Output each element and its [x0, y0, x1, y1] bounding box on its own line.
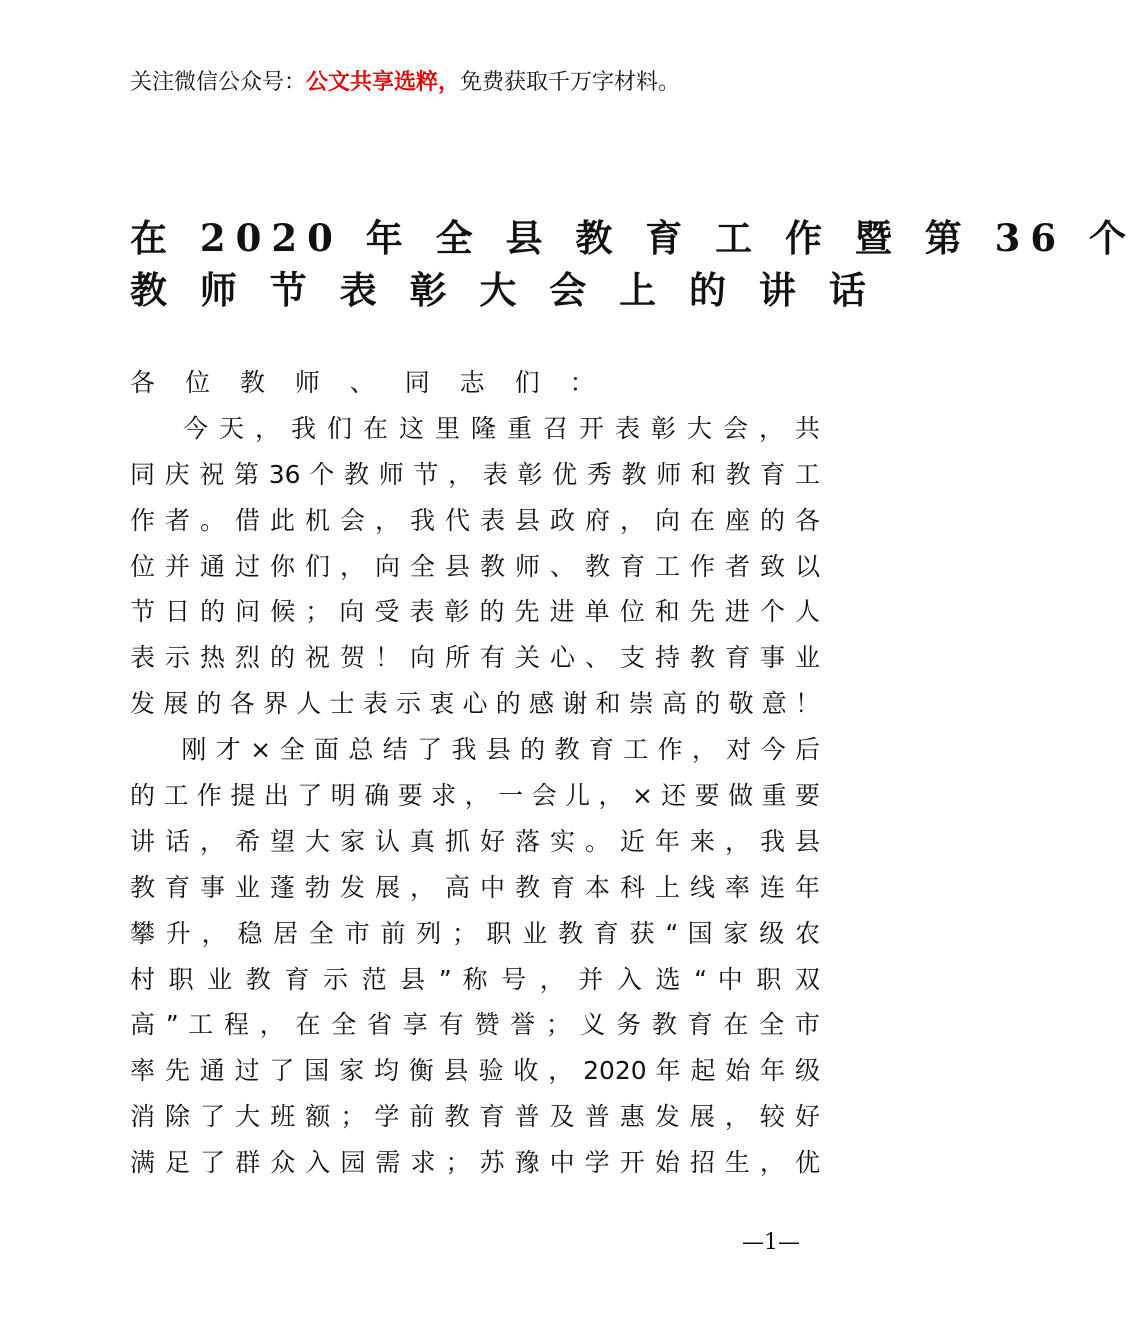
body-line: 讲 话 ， 希 望 大 家 认 真 抓 好 落 实 。 近 年 来 ， 我 县: [130, 826, 820, 856]
body-line: 村 职 业 教 育 示 范 县 ” 称 号 ， 并 入 选 “ 中 职 双: [130, 964, 820, 994]
title-line-1: 在 2020 年 全 县 教 育 工 作 暨 第 36 个: [130, 216, 1136, 260]
body-line: 发 展 的 各 界 人 士 表 示 衷 心 的 感 谢 和 崇 高 的 敬 意 ！: [130, 689, 820, 719]
body-line: 满 足 了 群 众 入 园 需 求 ； 苏 豫 中 学 开 始 招 生 ， 优: [130, 1148, 820, 1178]
speech-body: [130, 360, 820, 1186]
body-line: 作 者 。 借 此 机 会 ， 我 代 表 县 政 府 ， 向 在 座 的 各: [130, 505, 820, 535]
body-line: 刚 才 × 全 面 总 结 了 我 县 的 教 育 工 作 ， 对 今 后: [130, 735, 820, 765]
body-line: 率 先 通 过 了 国 家 均 衡 县 验 收 ， 2020 年 起 始 年 级: [130, 1056, 820, 1086]
promo-prefix: 关注微信公众号：: [130, 70, 307, 95]
promo-suffix: 免费获取千万字材料。: [460, 70, 681, 95]
body-line: 的 工 作 提 出 了 明 确 要 求 ， 一 会 儿 ， × 还 要 做 重 要: [130, 781, 820, 811]
body-line: 同 庆 祝 第 36 个 教 师 节 ， 表 彰 优 秀 教 师 和 教 育 工: [130, 459, 820, 489]
promo-header: [130, 66, 680, 99]
body-line: 表 示 热 烈 的 祝 贺 ！ 向 所 有 关 心 、 支 持 教 育 事 业: [130, 643, 820, 673]
page-number: —1—: [742, 1230, 800, 1255]
body-line: 消 除 了 大 班 额 ； 学 前 教 育 普 及 普 惠 发 展 ， 较 好: [130, 1102, 820, 1132]
body-line: 高 ” 工 程 ， 在 全 省 享 有 赞 誉 ； 义 务 教 育 在 全 市: [130, 1010, 820, 1040]
body-line: 位 并 通 过 你 们 ， 向 全 县 教 师 、 教 育 工 作 者 致 以: [130, 551, 820, 581]
body-line: 教 育 事 业 蓬 勃 发 展 ， 高 中 教 育 本 科 上 线 率 连 年: [130, 872, 820, 902]
title-line-2: 教 师 节 表 彰 大 会 上 的 讲 话: [130, 268, 876, 312]
body-line: 节 日 的 问 候 ； 向 受 表 彰 的 先 进 单 位 和 先 进 个 人: [130, 597, 820, 627]
promo-highlight: 公文共享选粹，: [306, 69, 461, 95]
body-line: 今 天 ， 我 们 在 这 里 隆 重 召 开 表 彰 大 会 ， 共: [130, 413, 820, 443]
salutation-line: 各 位 教 师 、 同 志 们 ：: [130, 368, 606, 397]
document-title: [130, 212, 1136, 316]
body-line: 攀 升 ， 稳 居 全 市 前 列 ； 职 业 教 育 获 “ 国 家 级 农: [130, 918, 820, 948]
